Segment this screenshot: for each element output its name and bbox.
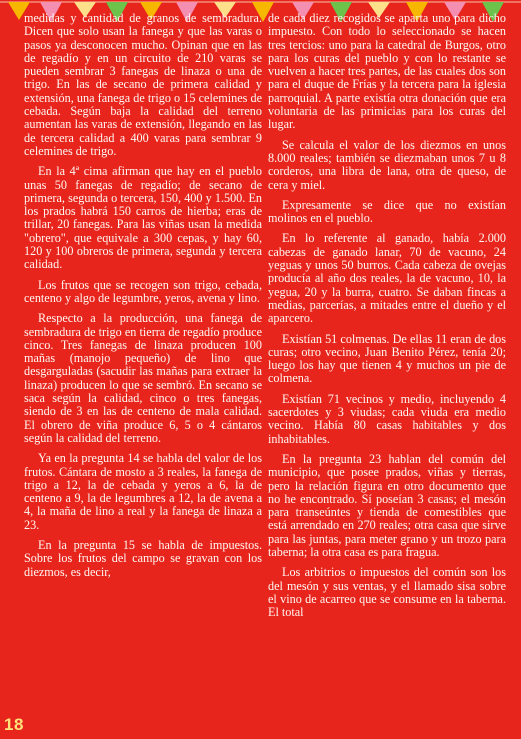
paragraph: Existían 71 vecinos y medio, incluyendo 4 sacerdotes y 3 viudas; cada viuda era medio vecino. Había 80 casas habitables y dos inhabitables. [268,391,506,446]
paragraph: Respecto a la producción, una fanega de sembradura de trigo en tierra de regadío produce cinco. Tres fanegas de linaza producen 100 mañas (manojo pequeño) de lino que desgarguladas (sacudir las mañas para extraer la linaza) producen lo que se sembró. En secano se saca según la calidad, cinco o tres fanegas, siendo de 3 en las de centeno de mala calidad. El obrero de viña produce 6, 5 o 4 cántaros según la calidad del terreno. [24,311,262,445]
page-number: 18 [4,715,24,734]
paragraph: Existían 51 colmenas. De ellas 11 eran de dos curas; otro vecino, Juan Benito Pérez, tenía 20; luego los hay que tienen 4 y muchos un pie de colmena. [268,331,506,386]
left-column [24,12,262,586]
paragraph: Se calcula el valor de los diezmos en unos 8.000 reales; también se diezmaban unos 7 u 8 corderos, una libra de lana, otra de queso, de cera y miel. [268,137,506,192]
paragraph: En la pregunta 23 hablan del común del municipio, que posee prados, viñas y tierras, pero la relación figura en otro documento que no he encontrado. Sí poseían 3 casas; el mesón para transeúntes y tienda de comestibles que está arrendado en 270 reales; otra casa que sirve para las juntas, para meter grano y un trozo para taberna; la otra casa es para fragua. [268,451,506,559]
paragraph: En la pregunta 15 se habla de impuestos. Sobre los frutos del campo se gravan con los diezmos, es decir, [24,537,262,579]
paragraph: En lo referente al ganado, había 2.000 cabezas de ganado lanar, 70 de vacuno, 24 yeguas y unos 50 burros. Cada cabeza de ovejas producía al año dos reales, la de vacuno, 10, la yegua, 20 y la burra, cuatro. Se daban fincas a medias, parcerías, a mitades entre el dueño y el aparcero. [268,231,506,326]
paragraph: Los frutos que se recogen son trigo, cebada, centeno y algo de legumbre, yeros, avena y lino. [24,277,262,305]
paragraph: Expresamente se dice que no existían molinos en el pueblo. [268,197,506,226]
right-column [268,12,506,626]
paragraph: medidas y cantidad de granos de sembradura. Dicen que solo usan la fanega y que las varas o pasos ya desconocen mucho. Opinan que en las de regadío y en un circuito de 210 varas se pueden sembrar 3 fanegas de linaza o una de trigo. En las de secano de primera calidad y extensión, una fanega de trigo o 15 celemines de cebada. Según baja la calidad del terreno aumentan las varas de extensión, llegando en las de tercera calidad a 400 varas para sembrar 9 celemines de trigo. [24,11,262,158]
paragraph: Ya en la pregunta 14 se habla del valor de los frutos. Cántara de mosto a 3 reales, la fanega de trigo a 12, la de cebada y yeros a 6, la de centeno a 9, la de legumbres a 12, la de avena a 4, la maña de lino a real y la fanega de linaza a 23. [24,451,262,532]
paragraph: En la 4ª cima afirman que hay en el pueblo unas 50 fanegas de regadío; de secano de primera, segunda o tercera, 150, 400 y 1.500. En los prados habrá 150 carros de hierba; eras de trillar, 20 fanegas. Para las viñas usan la medida "obrero", que equivale a 300 cepas, y hay 60, 120 y 100 obreros de primera, segunda y tercera calidad. [24,164,262,272]
paragraph: Los arbitrios o impuestos del común son los del mesón y sus ventas, y el llamado sisa sobre el vino de acarreo que se consume en la taberna. El total [268,565,506,620]
paragraph: de cada diez recogidos se aparta uno para dicho impuesto. Con todo lo seleccionado se hacen tres tercios: uno para la catedral de Burgos, otro para los curas del pueblo y con lo restante se vuelven a hacer tres partes, de las cuales dos son para el duque de Frías y la tercera para la iglesia parroquial. A parte existía otra donación que era voluntaria de las primicias para los curas del lugar. [268,11,506,132]
